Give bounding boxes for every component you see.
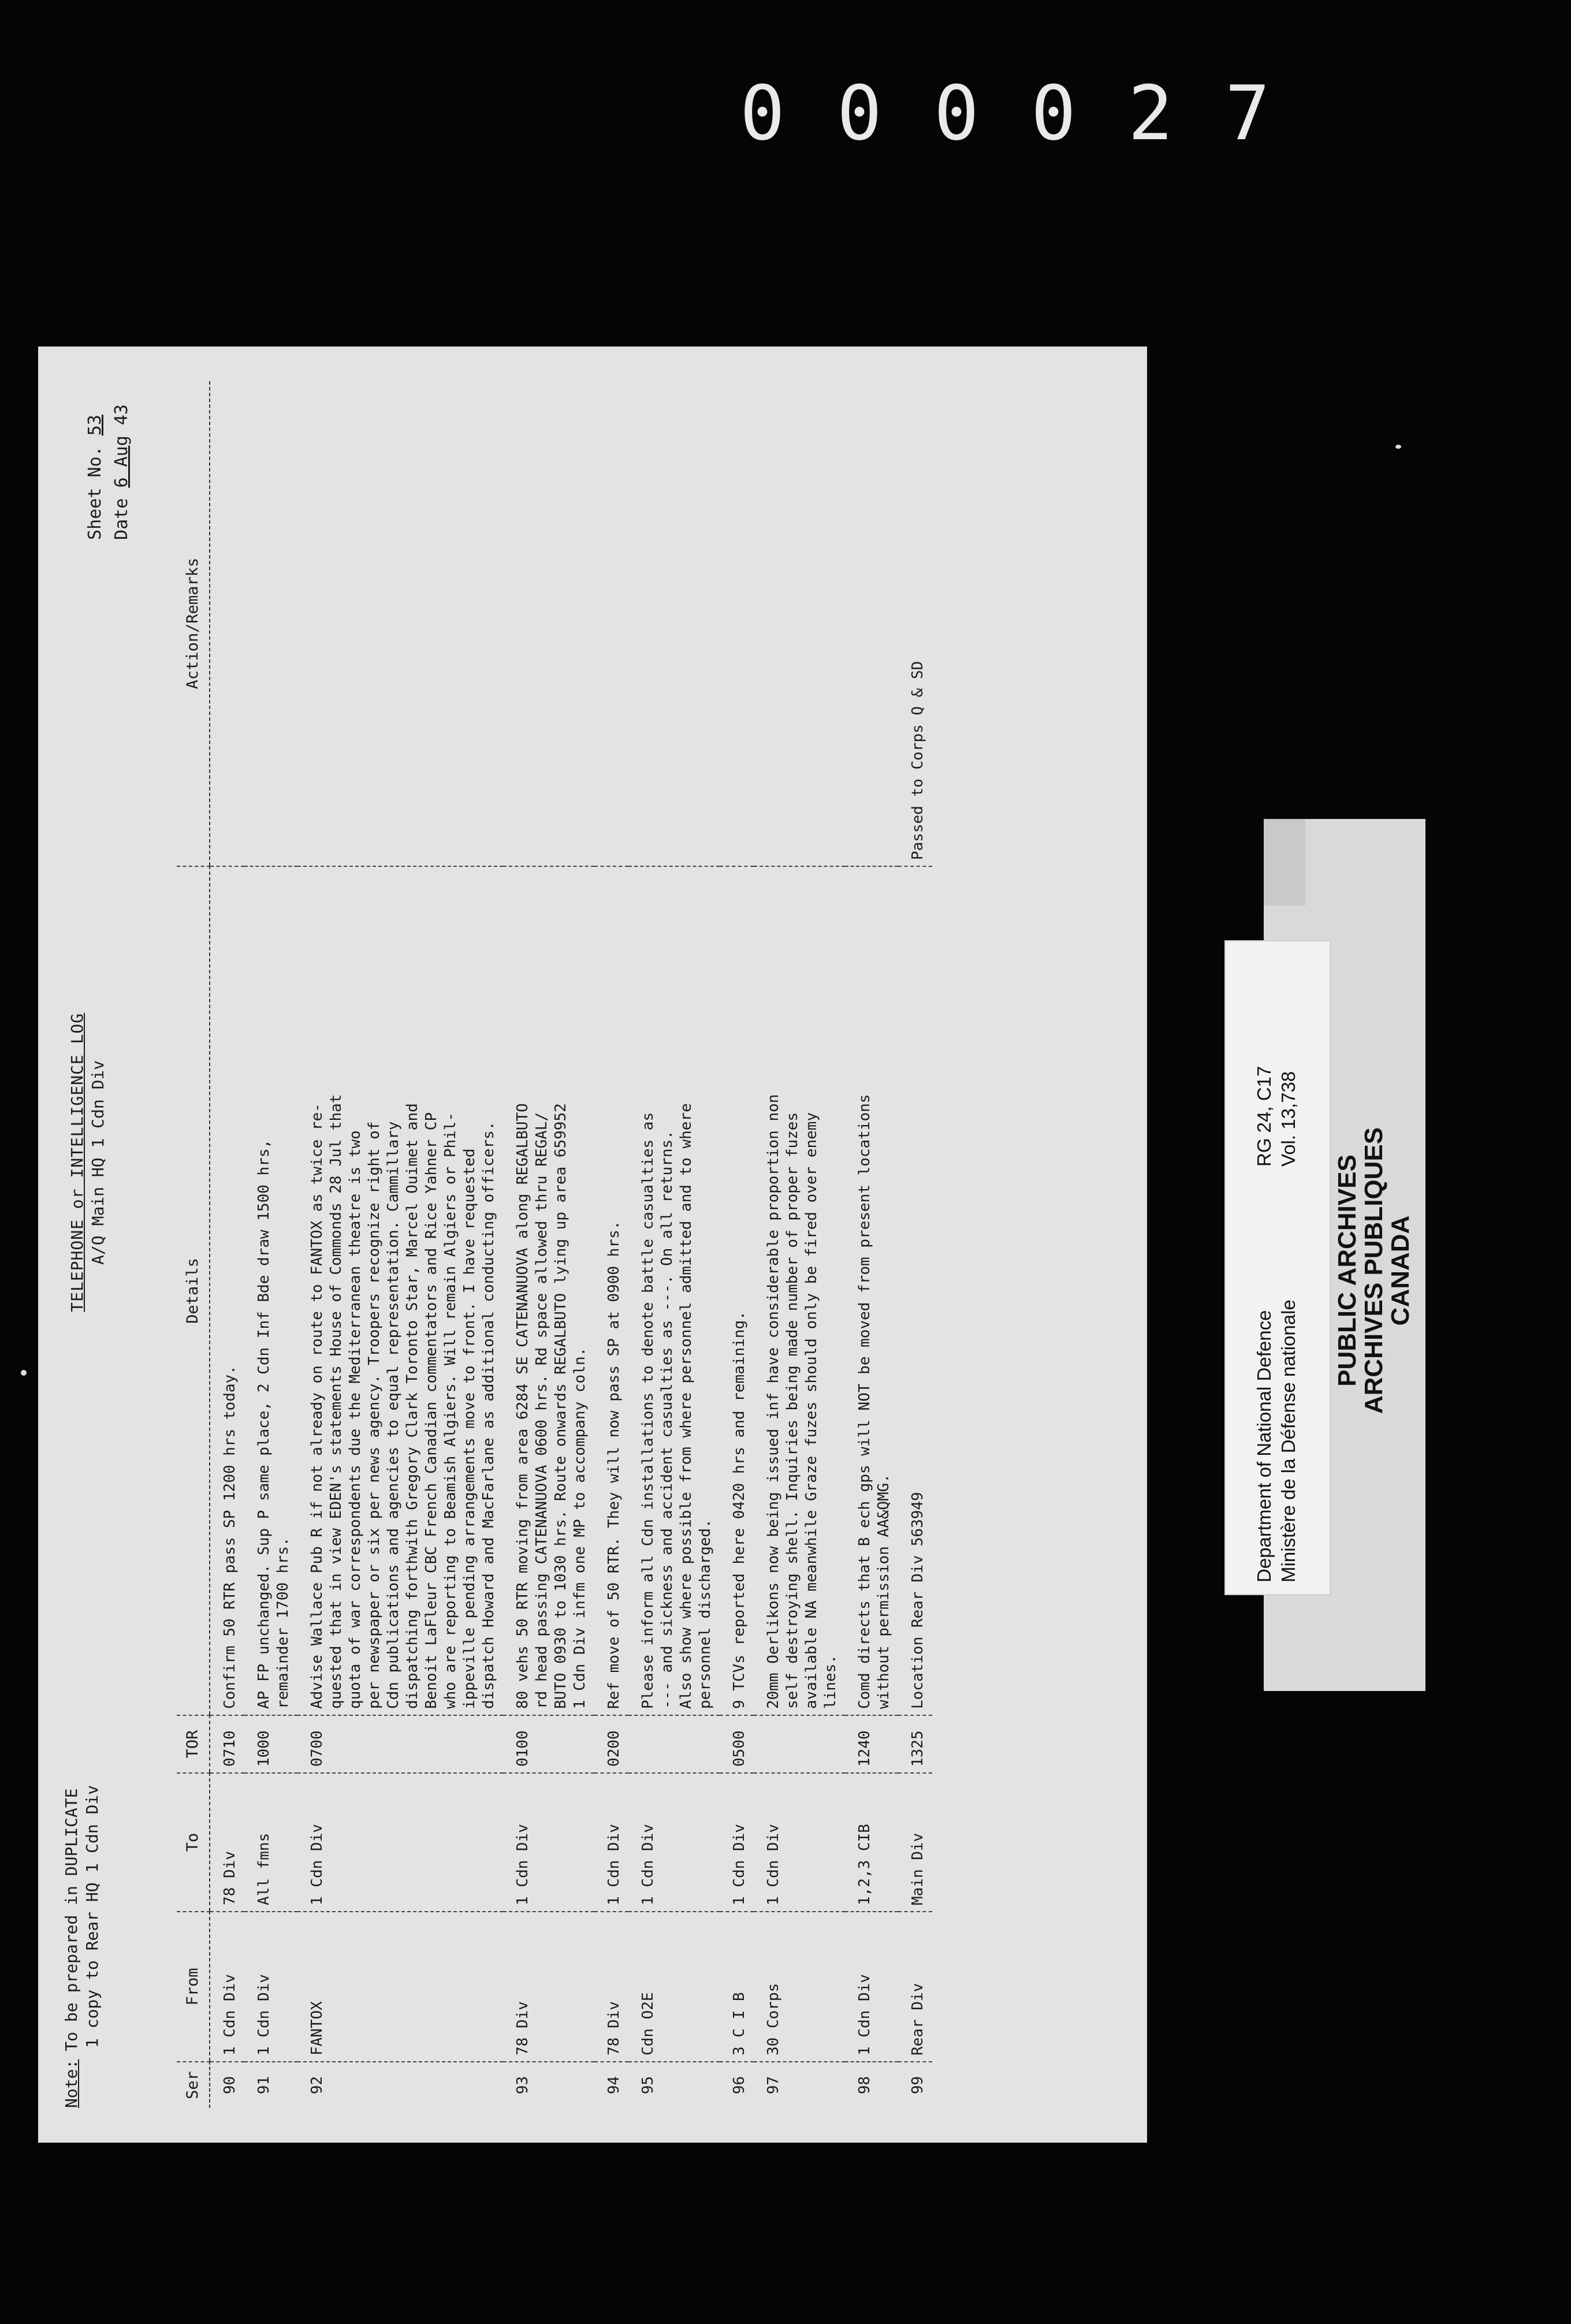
cell-action <box>594 381 628 866</box>
log-sheet-container <box>38 347 1147 2143</box>
archive-reference-card <box>1224 940 1331 1595</box>
archive-reference-text <box>1226 941 1330 1594</box>
cell-ser: 91 <box>244 2062 297 2108</box>
col-details: Details <box>177 866 210 1715</box>
cell-to: All fmns <box>244 1773 297 1912</box>
cell-from: 30 Corps <box>754 1912 845 2062</box>
cell-to: 1 Cdn Div <box>503 1773 594 1912</box>
cell-action <box>244 381 297 866</box>
note-block <box>61 1785 177 2108</box>
cell-details: Comd directs that B ech gps will NOT be moved from present locations without permission AA&QMG. <box>845 866 898 1715</box>
archive-card-tab <box>1264 819 1305 906</box>
col-from: From <box>177 1912 210 2062</box>
frame-number <box>725 69 1291 157</box>
note-line-2: 1 copy to Rear HQ 1 Cdn Div <box>83 1785 102 2048</box>
cell-details: Please inform all Cdn installations to denote battle casualties as --- and sickness and accident casualties as ---. On all returns. Also show where possible from where personnel admitted and to where personnel discharged. <box>628 866 720 1715</box>
cell-tor: 1000 <box>244 1715 297 1773</box>
cell-tor: 0200 <box>594 1715 628 1773</box>
archives-line-3: CANADA <box>1386 1215 1414 1326</box>
cell-ser: 90 <box>210 2062 244 2108</box>
cell-to: 78 Div <box>210 1773 244 1912</box>
frame-digit: 0 <box>933 69 985 157</box>
log-subtitle: A/Q Main HQ 1 Cdn Div <box>88 1060 107 1265</box>
cell-to: 1 Cdn Div <box>594 1773 628 1912</box>
col-to: To <box>177 1773 210 1912</box>
cell-tor: 1325 <box>898 1715 932 1773</box>
cell-action <box>503 381 594 866</box>
table-row <box>754 381 845 2108</box>
cell-action <box>297 381 503 866</box>
cell-to: 1 Cdn Div <box>754 1773 845 1912</box>
cell-ser: 98 <box>845 2062 898 2108</box>
table-row <box>845 381 898 2108</box>
sheet-header <box>61 381 177 2108</box>
cell-details: 80 vehs 50 RTR moving from area 6284 SE CATENANUOVA along REGALBUTO rd head passing CATENANUOVA 0600 hrs. Rd space allowed thru REGAL/ BUTO 0930 to 1030 hrs. Route onwards REGALBUTO lying up area 659952 1 Cdn Div infm one MP to accompany coln. <box>503 866 594 1715</box>
log-header-row <box>177 381 210 2108</box>
cell-details: 9 TCVs reported here 0420 hrs and remaining. <box>720 866 754 1715</box>
cell-from: 1 Cdn Div <box>845 1912 898 2062</box>
cell-to: 1 Cdn Div <box>720 1773 754 1912</box>
table-row <box>720 381 754 2108</box>
cell-ser: 93 <box>503 2062 594 2108</box>
archives-stamp <box>1334 1068 1421 1473</box>
cell-from: Cdn O2E <box>628 1912 720 2062</box>
cell-from: 78 Div <box>594 1912 628 2062</box>
table-row <box>297 381 503 2108</box>
cell-details: Location Rear Div 563949 <box>898 866 932 1715</box>
cell-ser: 95 <box>628 2062 720 2108</box>
date-label: Date <box>111 498 132 540</box>
cell-tor: 1240 <box>845 1715 898 1773</box>
dust-speck <box>1395 445 1401 449</box>
ref-rg: RG 24, C17 <box>1253 1066 1275 1167</box>
table-row <box>244 381 297 2108</box>
table-row <box>503 381 594 2108</box>
archives-line-2: ARCHIVES PUBLIQUES <box>1360 1127 1388 1414</box>
cell-action <box>754 381 845 866</box>
frame-digit: 0 <box>739 69 791 157</box>
cell-tor: 0100 <box>503 1715 594 1773</box>
col-action: Action/Remarks <box>177 381 210 866</box>
cell-ser: 94 <box>594 2062 628 2108</box>
table-row <box>628 381 720 2108</box>
log-title-block <box>61 1013 177 1312</box>
cell-to: Main Div <box>898 1773 932 1912</box>
cell-action: Passed to Corps Q & SD <box>909 661 926 860</box>
cell-action <box>628 381 720 866</box>
cell-from: 1 Cdn Div <box>210 1912 244 2062</box>
cell-from: 78 Div <box>503 1912 594 2062</box>
cell-to: 1 Cdn Div <box>297 1773 503 1912</box>
cell-ser: 92 <box>297 2062 503 2108</box>
cell-details: Advise Wallace Pub R if not already on route to FANTOX as twice re- quested that in view EDEN's statements House of Commonds 28 Jul that quota of war correspondents due the Mediterranean theatre is two per newspaper or six per news agency. Troopers recognize right of Cdn publications and agencies to equal representation. Cammillary dispatching forthwith Gregory Clark Toronto Star, Marcel Ouimet and Benoit LaFleur CBC French Canadian commentators and Rice Yahner CP who are reporting to Beamish Algiers. Will remain Algiers or Phil- ippeville pending arrangements move to front. I have requested dispatch Howard and MacFarlane as additional conducting officers. <box>297 866 503 1715</box>
cell-from: FANTOX <box>297 1912 503 2062</box>
cell-from: Rear Div <box>898 1912 932 2062</box>
cell-tor <box>628 1715 720 1773</box>
cell-to: 1 Cdn Div <box>628 1773 720 1912</box>
cell-from: 3 C I B <box>720 1912 754 2062</box>
cell-tor: 0700 <box>297 1715 503 1773</box>
col-ser: Ser <box>177 2062 210 2108</box>
cell-action <box>845 381 898 866</box>
note-label: Note: <box>62 2059 81 2108</box>
ref-vol: Vol. 13,738 <box>1278 1071 1299 1167</box>
cell-tor <box>754 1715 845 1773</box>
date-year: 43 <box>111 404 132 426</box>
dept-fr: Ministère de la Défense nationale <box>1278 1299 1299 1582</box>
sheet-no-label: Sheet No. <box>85 446 105 540</box>
note-line-1: To be prepared in DUPLICATE <box>62 1788 81 2051</box>
log-table <box>177 381 932 2108</box>
cell-tor: 0500 <box>720 1715 754 1773</box>
sheet-meta <box>61 381 177 540</box>
table-row <box>594 381 628 2108</box>
col-tor: TOR <box>177 1715 210 1773</box>
frame-digit: 7 <box>1224 69 1276 157</box>
cell-ser: 97 <box>754 2062 845 2108</box>
table-row <box>210 381 244 2108</box>
dept-en: Department of National Defence <box>1253 1310 1275 1582</box>
frame-digit: 0 <box>1030 69 1082 157</box>
cell-from: 1 Cdn Div <box>244 1912 297 2062</box>
cell-details: 20mm Oerlikons now being issued inf have considerable proportion non self destroying shell. Inquiries being made number of proper fuzes available NA meanwhile Graze fuzes should only be fired over enemy lines. <box>754 866 845 1715</box>
archives-line-1: PUBLIC ARCHIVES <box>1333 1154 1361 1387</box>
cell-details: AP FP unchanged. Sup P same place, 2 Cdn Inf Bde draw 1500 hrs, remainder 1700 hrs. <box>244 866 297 1715</box>
cell-ser: 99 <box>898 2062 932 2108</box>
cell-tor: 0710 <box>210 1715 244 1773</box>
sheet-no-value: 53 <box>85 415 105 436</box>
archives-stamp-text <box>1334 1068 1421 1473</box>
cell-details: Ref move of 50 RTR. They will now pass SP at 0900 hrs. <box>594 866 628 1715</box>
cell-ser: 96 <box>720 2062 754 2108</box>
dust-speck <box>21 1370 27 1376</box>
cell-action <box>720 381 754 866</box>
log-title: TELEPHONE or INTELLIGENCE LOG <box>68 1012 87 1312</box>
frame-digit: 0 <box>836 69 888 157</box>
cell-details: Confirm 50 RTR pass SP 1200 hrs today. <box>210 866 244 1715</box>
table-row <box>898 381 932 2108</box>
cell-to: 1,2,3 CIB <box>845 1773 898 1912</box>
cell-action <box>210 381 244 866</box>
frame-digit: 2 <box>1127 69 1179 157</box>
log-sheet <box>38 347 1147 2143</box>
date-value: 6 Aug <box>111 435 132 488</box>
